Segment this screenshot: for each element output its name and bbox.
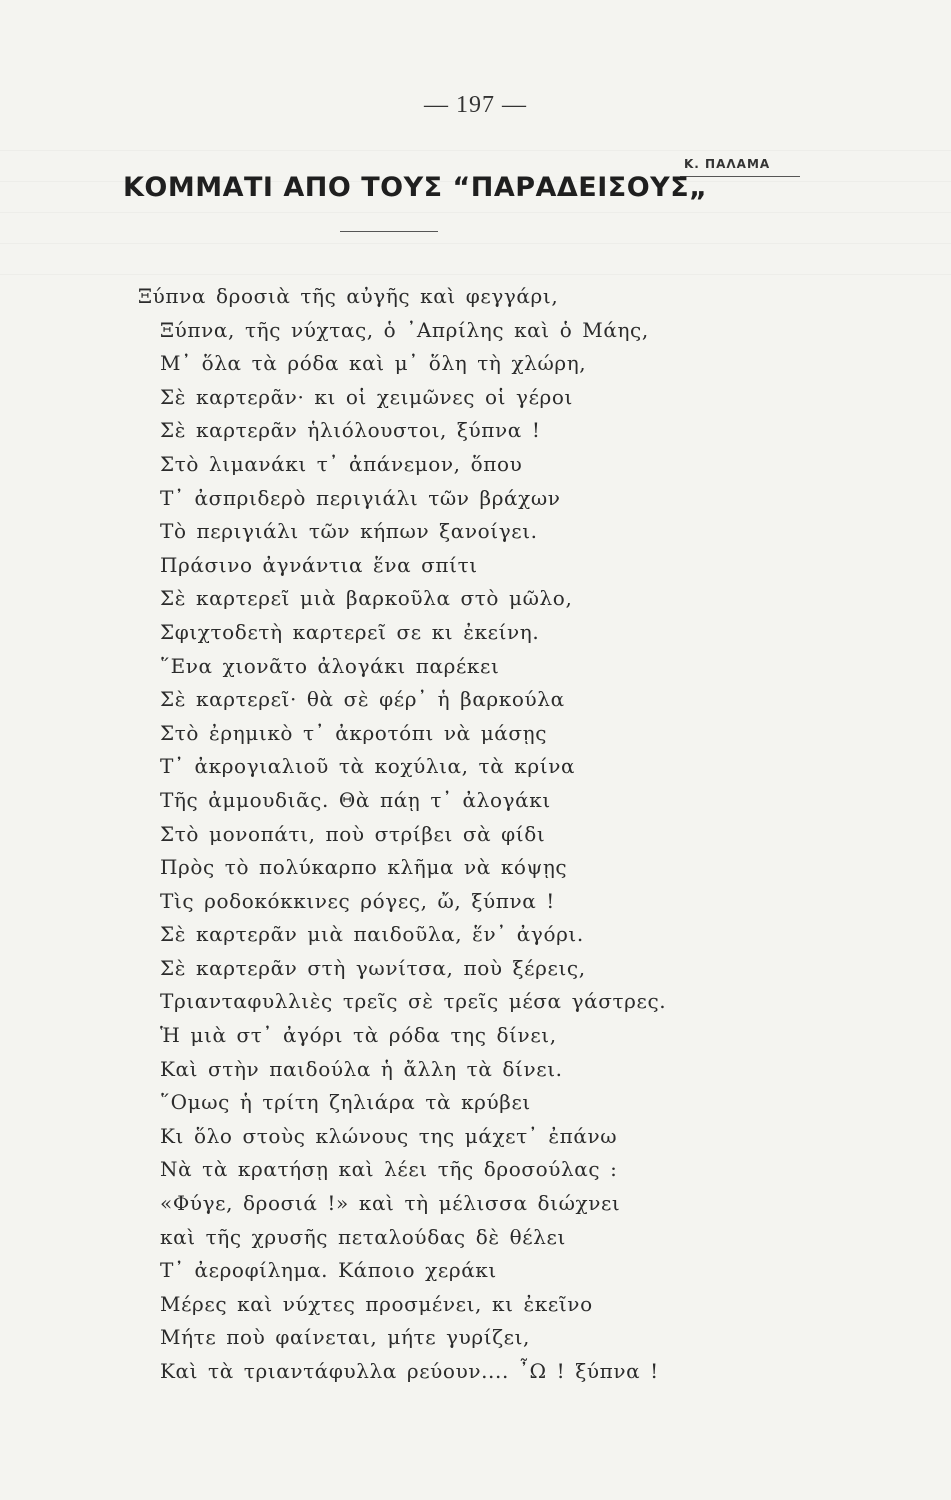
poem-line: Καὶ τὰ τριαντάφυλλα ρεύουν.... ῏Ω ! ξύπνα ! <box>160 1359 659 1383</box>
poem-line: Κι ὅλο στοὺς κλώνους της μάχετ᾿ ἐπάνω <box>160 1123 618 1148</box>
poem-line: Σὲ καρτερεῖ· θὰ σὲ φέρ᾿ ἡ βαρκούλα <box>160 687 565 712</box>
poem-line: καὶ τῆς χρυσῆς πεταλούδας δὲ θέλει <box>160 1224 566 1249</box>
poem-line: Σὲ καρτερᾶν στὴ γωνίτσα, ποὺ ξέρεις, <box>160 955 586 980</box>
poem-line: Ξύπνα δροσιὰ τῆς αὐγῆς καὶ φεγγάρι, <box>138 284 559 308</box>
poem-line: «Φύγε, δροσιά !» καὶ τὴ μέλισσα διώχνει <box>160 1191 621 1216</box>
poem-line: Σὲ καρτερᾶν μιὰ παιδοῦλα, ἕν᾿ ἀγόρι. <box>160 922 584 947</box>
poem-line: Καὶ στὴν παιδούλα ἡ ἄλλη τὰ δίνει. <box>160 1056 563 1081</box>
poem-line: Τ᾿ ἀεροφίλημα. Κάποιο χεράκι <box>160 1258 497 1283</box>
author-name: Κ. ΠΑΛΑΜΑ <box>684 157 771 171</box>
poem-line: Μήτε ποὺ φαίνεται, μήτε γυρίζει, <box>160 1325 531 1350</box>
poem-line: Νὰ τὰ κρατήσῃ καὶ λέει τῆς δροσούλας : <box>160 1157 618 1182</box>
poem-line: Ξύπνα, τῆς νύχτας, ὁ ᾿Απρίλης καὶ ὁ Μάης, <box>160 317 649 342</box>
poem-line: Στὸ μονοπάτι, ποὺ στρίβει σὰ φίδι <box>160 821 546 846</box>
poem-title: ΚΟΜΜΑΤΙ ΑΠΟ ΤΟΥΣ “ΠΑΡΑΔΕΙΣΟΥΣ„ <box>123 172 708 203</box>
poem-line: Μ᾿ ὅλα τὰ ρόδα καὶ μ᾿ ὅλη τὴ χλώρη, <box>160 351 587 376</box>
poem-line: Σὲ καρτερᾶν· κι οἱ χειμῶνες οἱ γέροι <box>160 384 573 409</box>
poem-line: Μέρες καὶ νύχτες προσμένει, κι ἐκεῖνο <box>160 1291 593 1316</box>
poem-line: Τῆς ἀμμουδιᾶς. Θὰ πάῃ τ᾿ ἀλογάκι <box>160 787 551 812</box>
poem-line: Τὶς ροδοκόκκινες ρόγες, ὤ, ξύπνα ! <box>160 888 555 913</box>
poem-line: Σὲ καρτερᾶν ἡλιόλουστοι, ξύπνα ! <box>160 418 541 443</box>
poem-line: Τὸ περιγιάλι τῶν κήπων ξανοίγει. <box>160 519 538 544</box>
poem-line: Πράσινο ἀγνάντια ἕνα σπίτι <box>160 552 478 577</box>
poem-line: Σὲ καρτερεῖ μιὰ βαρκοῦλα στὸ μῶλο, <box>160 586 573 611</box>
poem-line: Τριανταφυλλιὲς τρεῖς σὲ τρεῖς μέσα γάστρες. <box>160 989 667 1014</box>
page-number: — 197 — <box>424 92 527 118</box>
title-underline <box>340 231 438 232</box>
poem-line: Σφιχτοδετὴ καρτερεῖ σε κι ἐκείνη. <box>160 619 540 644</box>
poem-line: ῞Ομως ἡ τρίτη ζηλιάρα τὰ κρύβει <box>160 1090 531 1115</box>
poem-line: Στὸ ἐρημικὸ τ᾿ ἀκροτόπι νὰ μάσῃς <box>160 720 548 745</box>
poem-line: ῞Ενα χιονᾶτο ἀλογάκι παρέκει <box>160 653 500 678</box>
poem-line: Τ᾿ ἀκρογιαλιοῦ τὰ κοχύλια, τὰ κρίνα <box>160 754 576 779</box>
poem-line: Στὸ λιμανάκι τ᾿ ἀπάνεμον, ὅπου <box>160 451 523 476</box>
poem-line: Πρὸς τὸ πολύκαρπο κλῆμα νὰ κόψῃς <box>160 855 568 880</box>
poem-line: Ἡ μιὰ στ᾿ ἀγόρι τὰ ρόδα της δίνει, <box>160 1023 557 1048</box>
poem-body <box>138 280 720 1389</box>
poem-line: Τ᾿ ἀσπριδερὸ περιγιάλι τῶν βράχων <box>160 485 561 510</box>
